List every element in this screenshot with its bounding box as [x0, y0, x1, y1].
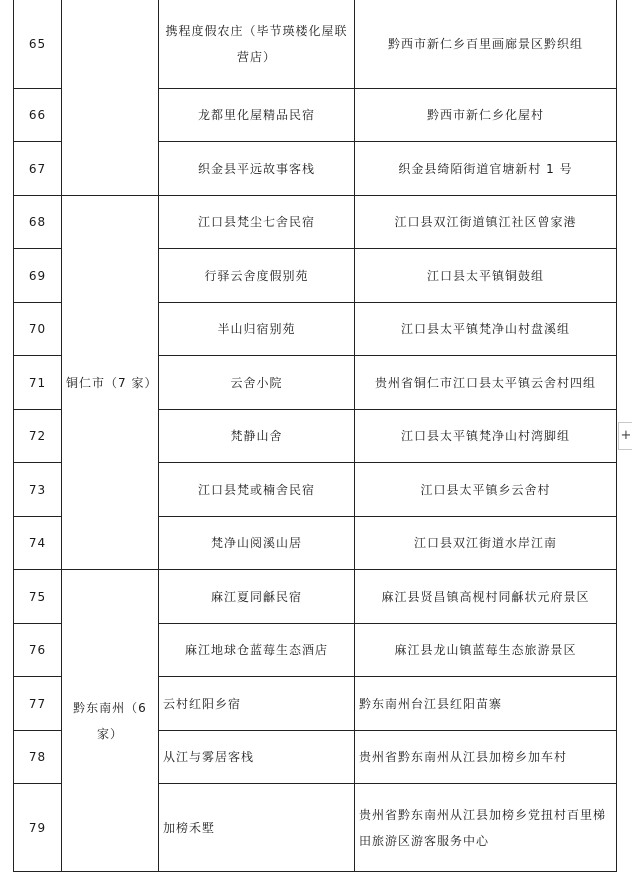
homestay-address: 江口县双江街道镇江社区曾家港 [355, 196, 617, 249]
row-number: 73 [14, 463, 62, 517]
homestay-name: 云村红阳乡宿 [159, 677, 355, 731]
homestay-address: 江口县太平镇梵净山村盘溪组 [355, 303, 617, 356]
homestay-name: 江口县梵或楠舍民宿 [159, 463, 355, 517]
table-row [14, 0, 617, 89]
table-row [14, 196, 617, 249]
row-number: 75 [14, 570, 62, 624]
row-number: 70 [14, 303, 62, 356]
homestay-name: 加榜禾墅 [159, 784, 355, 872]
row-number: 79 [14, 784, 62, 872]
homestay-address: 江口县太平镇乡云舍村 [355, 463, 617, 517]
row-number: 69 [14, 249, 62, 303]
region-cell-tongren: 铜仁市（7 家） [62, 196, 159, 570]
homestay-name: 梵静山舍 [159, 410, 355, 463]
row-number: 78 [14, 731, 62, 784]
homestay-address: 贵州省铜仁市江口县太平镇云舍村四组 [355, 356, 617, 410]
homestay-name: 半山归宿别苑 [159, 303, 355, 356]
homestay-name: 从江与雾居客栈 [159, 731, 355, 784]
row-number: 67 [14, 142, 62, 196]
homestay-name: 云舍小院 [159, 356, 355, 410]
homestay-address: 江口县太平镇梵净山村湾脚组 [355, 410, 617, 463]
homestay-address: 织金县绮陌街道官塘新村 1 号 [355, 142, 617, 196]
homestay-address: 麻江县贤昌镇高枧村同龢状元府景区 [355, 570, 617, 624]
homestay-address: 黔西市新仁乡百里画廊景区黔织组 [355, 0, 617, 89]
table-row [14, 570, 617, 624]
homestay-address: 黔西市新仁乡化屋村 [355, 89, 617, 142]
region-cell-qiandongnan: 黔东南州（6 家） [62, 570, 159, 872]
row-number: 72 [14, 410, 62, 463]
row-number: 77 [14, 677, 62, 731]
expand-tab-button[interactable]: + [618, 422, 632, 450]
homestay-address: 贵州省黔东南州从江县加榜乡党扭村百里梯田旅游区游客服务中心 [355, 784, 617, 872]
region-cell-bijie [62, 0, 159, 196]
homestay-address: 黔东南州台江县红阳苗寨 [355, 677, 617, 731]
row-number: 71 [14, 356, 62, 410]
row-number: 76 [14, 624, 62, 677]
row-number: 74 [14, 517, 62, 570]
row-number: 65 [14, 0, 62, 89]
homestay-address: 贵州省黔东南州从江县加榜乡加车村 [355, 731, 617, 784]
homestay-table [13, 0, 617, 872]
homestay-name: 携程度假农庄（毕节瑛楼化屋联营店） [159, 0, 355, 89]
row-number: 66 [14, 89, 62, 142]
homestay-name: 麻江地球仓蓝莓生态酒店 [159, 624, 355, 677]
homestay-name: 龙都里化屋精品民宿 [159, 89, 355, 142]
homestay-name: 织金县平远故事客栈 [159, 142, 355, 196]
homestay-address: 江口县双江街道水岸江南 [355, 517, 617, 570]
homestay-address: 江口县太平镇铜鼓组 [355, 249, 617, 303]
homestay-name: 行驿云舍度假别苑 [159, 249, 355, 303]
homestay-address: 麻江县龙山镇蓝莓生态旅游景区 [355, 624, 617, 677]
homestay-name: 江口县梵尘七舍民宿 [159, 196, 355, 249]
row-number: 68 [14, 196, 62, 249]
homestay-name: 麻江夏同龢民宿 [159, 570, 355, 624]
homestay-name: 梵净山阅溪山居 [159, 517, 355, 570]
